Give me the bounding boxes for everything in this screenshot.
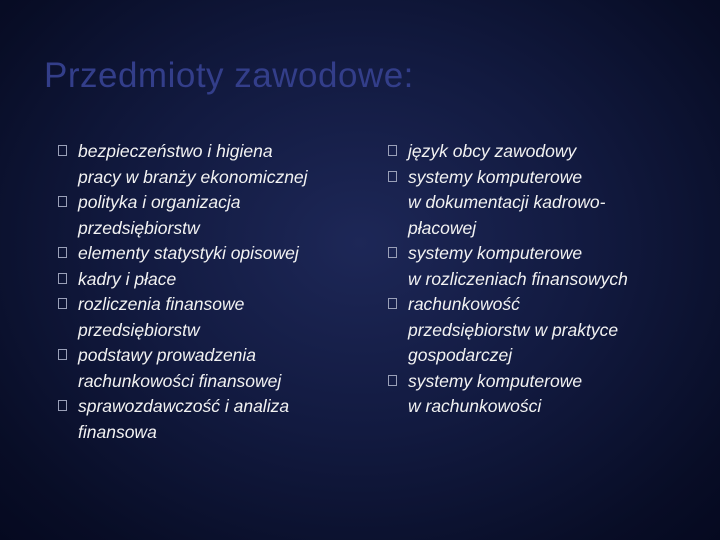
item-line: polityka i organizacja — [78, 192, 241, 212]
item-line: w dokumentacji kadrowo- — [408, 192, 606, 212]
item-line: systemy komputerowe — [408, 370, 583, 391]
list-item — [58, 343, 358, 394]
bullet-icon — [388, 375, 397, 386]
list-item — [58, 241, 358, 267]
slide-title: Przedmioty zawodowe: — [44, 56, 414, 95]
bullet-icon — [58, 349, 67, 360]
left-bullet-list — [58, 139, 358, 445]
item-line: systemy komputerowe — [408, 166, 583, 187]
item-line: systemy komputerowe — [408, 243, 583, 263]
bullet-icon — [388, 298, 397, 309]
item-line: elementy statystyki opisowej — [78, 243, 299, 263]
item-line: przedsiębiorstw w praktyce — [408, 319, 619, 340]
list-item — [58, 267, 358, 293]
list-item — [58, 394, 358, 445]
item-line: język obcy zawodowy — [408, 141, 577, 161]
item-line: bezpieczeństwo i higiena — [78, 141, 273, 161]
bullet-icon — [388, 171, 397, 182]
list-item — [58, 190, 358, 241]
list-item — [388, 165, 688, 242]
item-line: finansowa — [78, 421, 157, 442]
item-line: płacowej — [408, 217, 477, 238]
item-line: podstawy prowadzenia — [78, 345, 257, 365]
list-item — [388, 369, 688, 420]
bullet-icon — [58, 247, 67, 258]
list-item — [58, 139, 358, 190]
bullet-icon — [58, 298, 67, 309]
bullet-icon — [388, 247, 397, 258]
bullet-icon — [58, 273, 67, 284]
list-item — [388, 241, 688, 292]
bullet-icon — [58, 196, 67, 207]
item-line: rozliczenia finansowe — [78, 294, 245, 314]
item-line: rachunkowość — [408, 294, 520, 314]
bullet-icon — [388, 145, 397, 156]
bullet-icon — [58, 145, 67, 156]
list-item — [388, 292, 688, 369]
right-bullet-list — [388, 139, 688, 420]
item-line: w rachunkowości — [408, 396, 542, 416]
list-item — [388, 139, 688, 165]
bullet-icon — [58, 400, 67, 411]
item-line: przedsiębiorstw — [78, 217, 200, 238]
item-line: gospodarczej — [408, 345, 513, 365]
list-item — [58, 292, 358, 343]
item-line: w rozliczeniach finansowych — [408, 268, 628, 289]
item-line: pracy w branży ekonomicznej — [78, 166, 308, 187]
item-line: sprawozdawczość i analiza — [78, 396, 290, 416]
item-line: kadry i płace — [78, 268, 177, 289]
item-line: rachunkowości finansowej — [78, 370, 282, 391]
item-line: przedsiębiorstw — [78, 319, 200, 340]
